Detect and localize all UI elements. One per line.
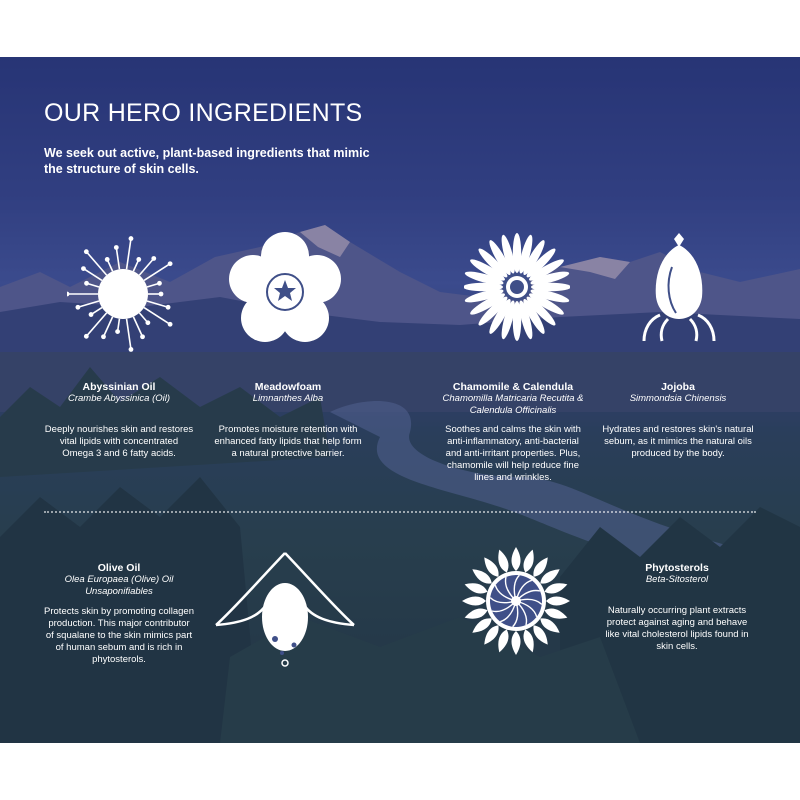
ingredient-description: Hydrates and restores skin's natural sebum, as it mimics the natural oils produced by the body.: [602, 424, 754, 459]
ingredient-description: Promotes moisture retention with enhanced fatty lipids that help form a natural protective barrier.: [214, 424, 362, 459]
ingredient-scientific-name: Olea Europaea (Olive) Oil Unsaponifiables: [64, 574, 174, 597]
ingredient-jojoba: [602, 381, 754, 460]
ingredient-scientific-name: Limnanthes Alba: [252, 393, 324, 404]
ingredient-olive-oil: [44, 562, 194, 666]
ingredient-scientific-name: Crambe Abyssinica (Oil): [67, 393, 171, 404]
ingredient-name: Jojoba: [661, 381, 695, 393]
ingredient-name: Chamomile & Calendula: [452, 381, 574, 393]
ingredient-scientific-name: Chamomilla Matricaria Recutita & Calendula Officinalis: [442, 393, 584, 416]
ingredient-description: Naturally occurring plant extracts protect against aging and behave like vital cholesterol lipids found in skin cells.: [605, 605, 749, 652]
hero-ingredients-panel: [0, 57, 800, 743]
meadowfoam-flower-icon: [228, 232, 342, 346]
olive-icon: [212, 547, 358, 671]
chamomile-flower-icon: [464, 231, 570, 343]
jojoba-seed-icon: [638, 233, 720, 343]
abyssinian-seed-icon: [67, 230, 179, 352]
ingredient-phytosterols: [600, 562, 754, 653]
ingredient-description: Deeply nourishes skin and restores vital lipids with concentrated Omega 3 and 6 fatty acids.: [44, 424, 194, 459]
ingredient-description: Protects skin by promoting collagen production. This major contributor of squalane to the skin mimics part of human sebum and is rich in phytosterols.: [44, 606, 194, 665]
ingredient-name: Olive Oil: [97, 562, 141, 574]
ingredient-name: Meadowfoam: [254, 381, 322, 393]
ingredient-abyssinian-oil: [44, 381, 194, 460]
page-subtitle: We seek out active, plant-based ingredients that mimic the structure of skin cells.: [44, 146, 370, 176]
ingredient-scientific-name: Simmondsia Chinensis: [629, 393, 727, 404]
page-title: OUR HERO INGREDIENTS: [44, 99, 363, 127]
ingredient-name: Abyssinian Oil: [82, 381, 156, 393]
ingredient-scientific-name: Beta-Sitosterol: [645, 574, 709, 585]
ingredient-chamomile-calendula: [438, 381, 588, 484]
sunflower-icon: [460, 545, 572, 657]
ingredient-description: Soothes and calms the skin with anti-inflammatory, anti-bacterial and anti-irritant properties. Plus, chamomile will help reduce fine lines and wrinkles.: [445, 424, 581, 483]
ingredient-name: Phytosterols: [645, 562, 709, 574]
section-divider: [44, 511, 756, 513]
ingredient-meadowfoam: [212, 381, 364, 460]
